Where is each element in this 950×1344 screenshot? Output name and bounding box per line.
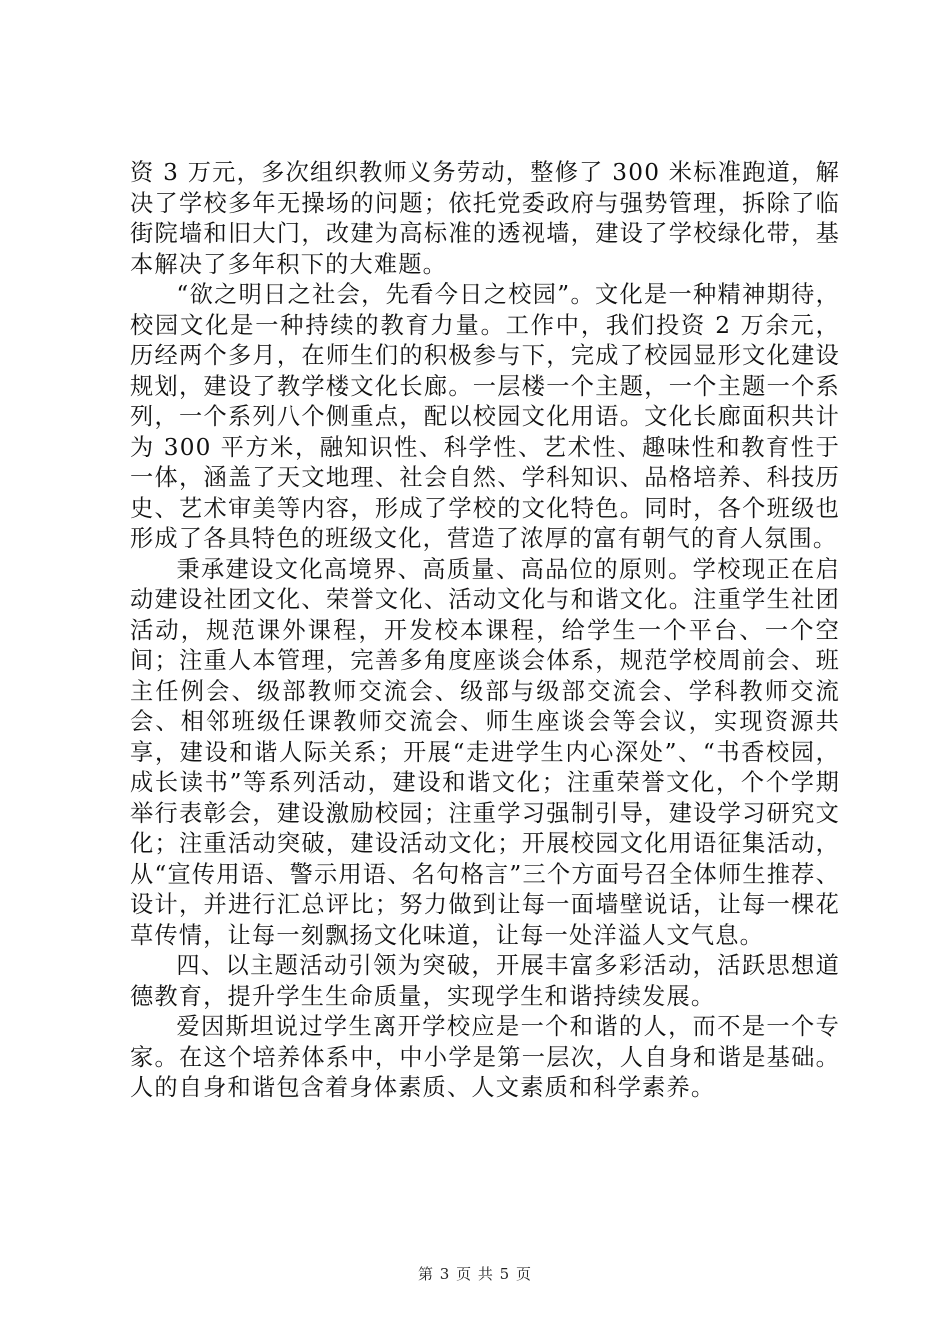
paragraph-5: 爱因斯坦说过学生离开学校应是一个和谐的人，而不是一个专家。在这个培养体系中，中小学是第一层次，人自身和谐是基础。人的自身和谐包含着身体素质、人文素质和科学素养。 xyxy=(130,1013,840,1101)
paragraph-1: 资 3 万元，多次组织教师义务劳动，整修了 300 米标准跑道，解决了学校多年无操场的问题；依托党委政府与强势管理，拆除了临街院墙和旧大门，改建为高标准的透视墙，建设了学校绿化带，基本解决了多年积下的大难题。 xyxy=(130,159,840,278)
body-text xyxy=(130,158,840,1104)
paragraph-4-heading: 四、以主题活动引领为突破，开展丰富多彩活动，活跃思想道德教育，提升学生生命质量，实现学生和谐持续发展。 xyxy=(130,952,840,1010)
page-number-footer: 第 3 页 共 5 页 xyxy=(418,1265,532,1283)
paragraph-3: 秉承建设文化高境界、高质量、高品位的原则。学校现正在启动建设社团文化、荣誉文化、活动文化与和谐文化。注重学生社团活动，规范课外课程，开发校本课程，给学生一个平台、一个空间；注重人本管理，完善多角度座谈会体系，规范学校周前会、班主任例会、级部教师交流会、级部与级部交流会、学科教师交流会、相邻班级任课教师交流会、师生座谈会等会议，实现资源共享，建设和谐人际关系；开展“走进学生内心深处”、“书香校园，成长读书”等系列活动，建设和谐文化；注重荣誉文化，个个学期举行表彰会，建设激励校园；注重学习强制引导，建设学习研究文化；注重活动突破，建设活动文化；开展校园文化用语征集活动，从“宣传用语、警示用语、名句格言”三个方面号召全体师生推荐、设计，并进行汇总评比；努力做到让每一面墙壁说话，让每一棵花草传情，让每一刻飘扬文化味道，让每一处洋溢人文气息。 xyxy=(130,555,840,949)
paragraph-2: “欲之明日之社会，先看今日之校园”。文化是一种精神期待，校园文化是一种持续的教育力量。工作中，我们投资 2 万余元，历经两个多月，在师生们的积极参与下，完成了校园显形文化建设规划，建设了教学楼文化长廊。一层楼一个主题，一个主题一个系列，一个系列八个侧重点，配以校园文化用语。文化长廊面积共计为 300 平方米，融知识性、科学性、艺术性、趣味性和教育性于一体，涵盖了天文地理、社会自然、学科知识、品格培养、科技历史、艺术审美等内容，形成了学校的文化特色。同时，各个班级也形成了各具特色的班级文化，营造了浓厚的富有朝气的育人氛围。 xyxy=(130,281,840,552)
